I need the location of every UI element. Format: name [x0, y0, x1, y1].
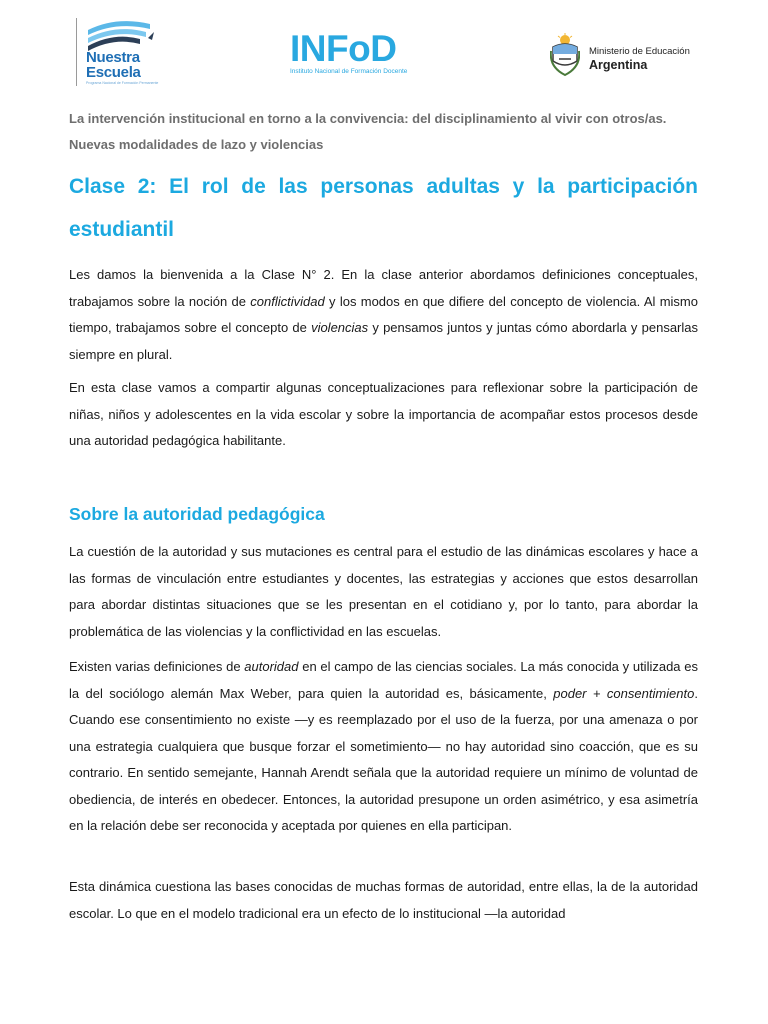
infod-logo [290, 30, 407, 75]
section-heading: Sobre la autoridad pedagógica [69, 504, 325, 524]
course-title [69, 106, 698, 158]
p4-term-poder-consentimiento: poder + consentimiento [553, 685, 695, 701]
p4-text-e: . Cuando ese consentimiento no existe —y es reemplazado por el uso de la fuerza, por una amenaza o por una estrategia cualquiera que busque forzar el sometimiento— no hay autoridad sino coacción, que es su contrario. En sentido semejante, Hannah Arendt señala que la autoridad requiere un mínimo de voluntad de obediencia, de interés en obedecer. Entonces, la autoridad presupone un orden asimétrico, y esa asimetría en la relación debe ser reconocida y aceptada por quienes en ella participan. [69, 685, 698, 833]
p4-term-autoridad: autoridad [244, 659, 299, 674]
p4-text-c: en el campo de las ciencias sociales. La más conocida y utilizada es la del sociólogo alemán Max Weber, para quien la autoridad es, básicamente, [69, 659, 698, 701]
intro-paragraph [69, 262, 698, 368]
logo-tagline: Programa Nacional de Formación Permanente [86, 81, 159, 85]
logo-text-escuela: Escuela [86, 64, 141, 81]
class-title: Clase 2: El rol de las personas adultas y la participación estudiantil [69, 175, 698, 241]
p4-text-a: Existen varias definiciones de [69, 659, 245, 674]
course-title-line2: Nuevas modalidades de lazo y violencias [69, 137, 324, 152]
infod-logo-subtitle: Instituto Nacional de Formación Docente [290, 68, 408, 75]
p1-text-a: Les damos la bienvenida a la Clase N° 2. En la clase anterior abordamos definiciones conceptuales, trabajamos sobre la noción de [69, 267, 698, 309]
ministerio-line2: Argentina [589, 58, 648, 72]
dynamics-paragraph: Esta dinámica cuestiona las bases conocidas de muchas formas de autoridad, entre ellas, la de la autoridad escolar. Lo que en el modelo tradicional era un efecto de lo institucional —la autoridad [69, 879, 698, 921]
ministerio-line1: Ministerio de Educación [589, 46, 690, 57]
logo-divider [76, 18, 77, 86]
course-title-line1: La intervención institucional en torno a la convivencia: del disciplinamiento al vivir con otros/as. [69, 111, 667, 126]
authority-paragraph: La cuestión de la autoridad y sus mutaciones es central para el estudio de las dinámicas escolares y hace a las formas de vinculación entre estudiantes y docentes, las estrategias y acciones que estos desarrollan para abordar distintas situaciones que se les presentan en el cotidiano y, por lo tanto, para abordar la problemática de las violencias y la conflictividad en las escuelas. [69, 544, 698, 639]
p1-text-e: y pensamos juntos y juntas cómo abordarla y pensarlas siempre en plural. [69, 320, 698, 362]
infod-logo-text: INFoD [290, 28, 397, 69]
p1-text-c: y los modos en que difiere del concepto de violencia. Al mismo tiempo, trabajamos sobre el concepto de [69, 293, 698, 335]
nuestra-escuela-logo [76, 14, 166, 88]
national-shield-icon [550, 33, 580, 77]
p1-term-conflictividad: conflictividad [250, 293, 325, 309]
logo-text-nuestra: Nuestra [86, 49, 140, 66]
definitions-paragraph [69, 654, 698, 840]
p1-term-violencias: violencias [311, 320, 369, 335]
class-overview-paragraph: En esta clase vamos a compartir algunas conceptualizaciones para reflexionar sobre la participación de niñas, niños y adolescentes en la vida escolar y sobre la importancia de acompañar estos procesos desde una autoridad pedagógica habilitante. [69, 380, 698, 448]
